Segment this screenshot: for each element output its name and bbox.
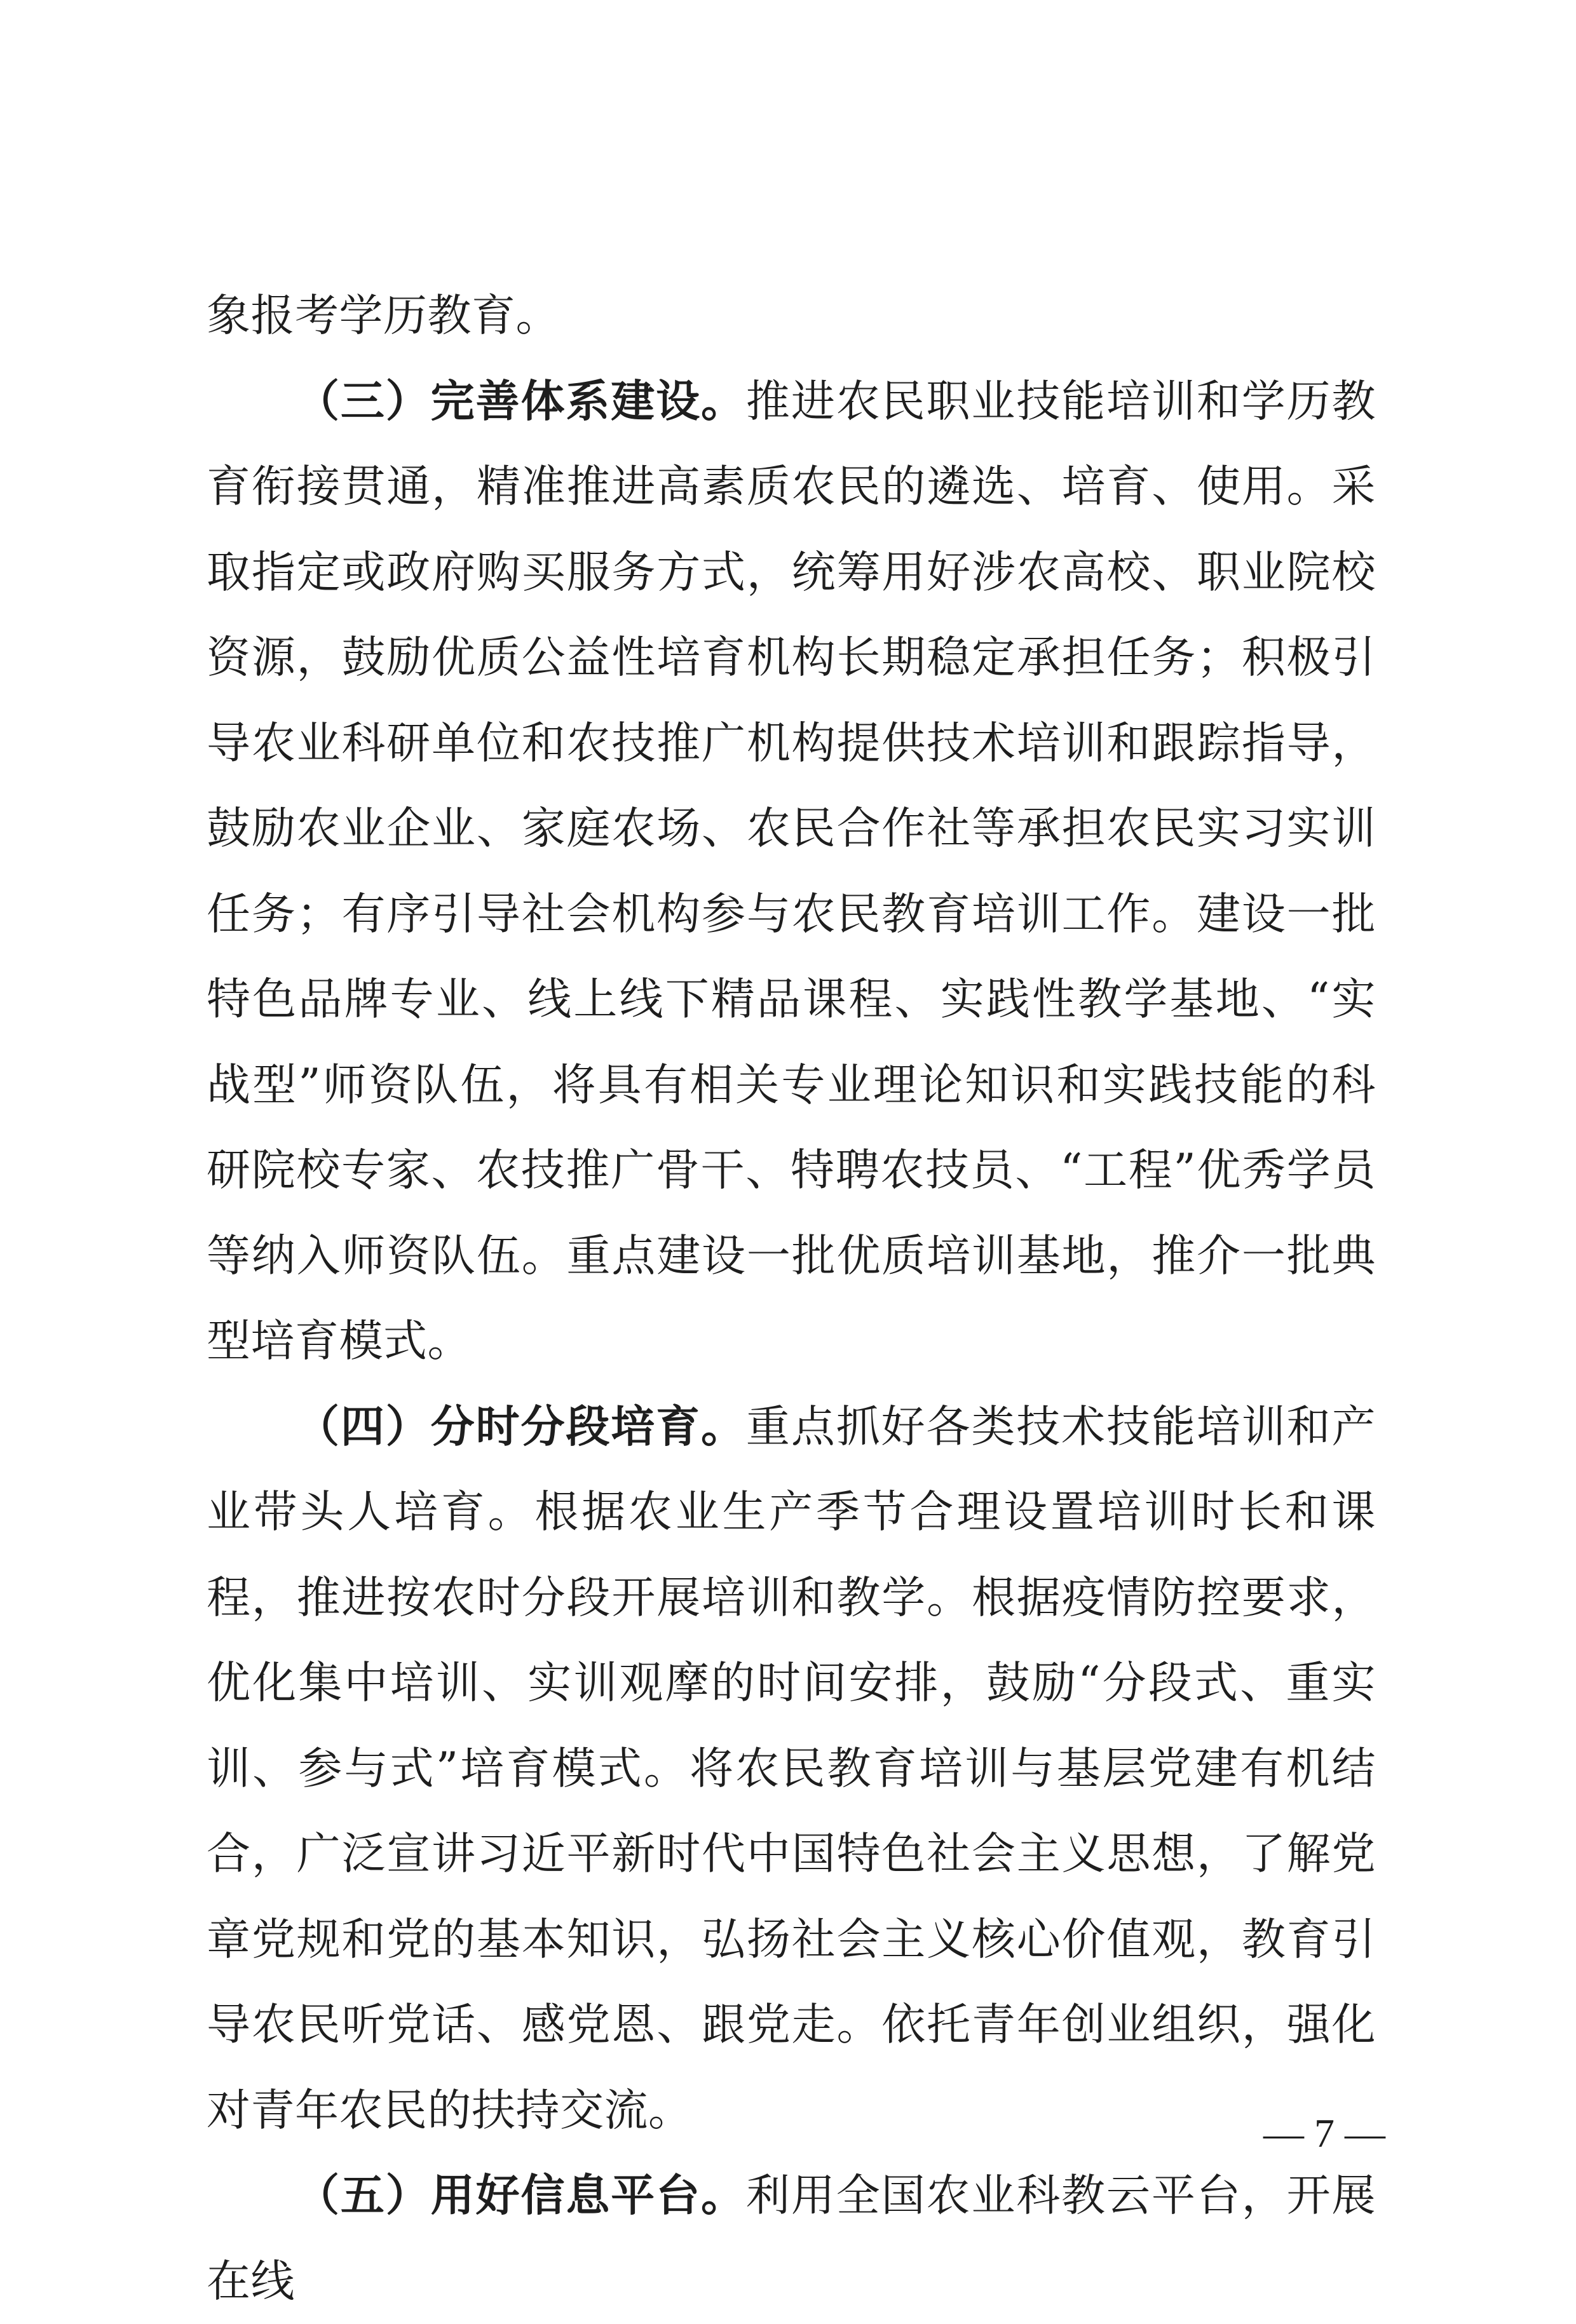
section-heading: （四）分时分段培育。 xyxy=(296,1401,746,1452)
paragraph-section-4 xyxy=(207,1384,1376,2154)
section-heading: （五）用好信息平台。 xyxy=(296,2170,746,2221)
page-number: — 7 — xyxy=(1263,2111,1385,2156)
section-heading: （三）完善体系建设。 xyxy=(296,375,746,427)
paragraph-section-5 xyxy=(207,2153,1376,2324)
paragraph-text: 利用全国农业科教云平台，开展在线 xyxy=(207,2170,1376,2307)
paragraph-text: 象报考学历教育。 xyxy=(207,290,560,341)
paragraph-continuation xyxy=(207,273,1376,359)
paragraph-text: 推进农民职业技能培训和学历教育衔接贯通，精准推进高素质农民的遴选、培育、使用。采取指定或政府购买服务方式，统筹用好涉农高校、职业院校资源，鼓励优质公益性培育机构长期稳定承担任务；积极引导农业科研单位和农技推广机构提供技术培训和跟踪指导，鼓励农业企业、家庭农场、农民合作社等承担农民实习实训任务；有序引导社会机构参与农民教育培训工作。建设一批特色品牌专业、线上线下精品课程、实践性教学基地、“实战型”师资队伍，将具有相关专业理论知识和实践技能的科研院校专家、农技推广骨干、特聘农技员、“工程”优秀学员等纳入师资队伍。重点建设一批优质培训基地，推介一批典型培育模式。 xyxy=(207,375,1376,1367)
paragraph-section-3 xyxy=(207,359,1376,1384)
body-text xyxy=(207,273,1376,2324)
paragraph-text: 重点抓好各类技术技能培训和产业带头人培育。根据农业生产季节合理设置培训时长和课程，推进按农时分段开展培训和教学。根据疫情防控要求，优化集中培训、实训观摩的时间安排，鼓励“分段式、重实训、参与式”培育模式。将农民教育培训与基层党建有机结合，广泛宣讲习近平新时代中国特色社会主义思想，了解党章党规和党的基本知识，弘扬社会主义核心价值观，教育引导农民听党话、感党恩、跟党走。依托青年创业组织，强化对青年农民的扶持交流。 xyxy=(207,1401,1376,2136)
